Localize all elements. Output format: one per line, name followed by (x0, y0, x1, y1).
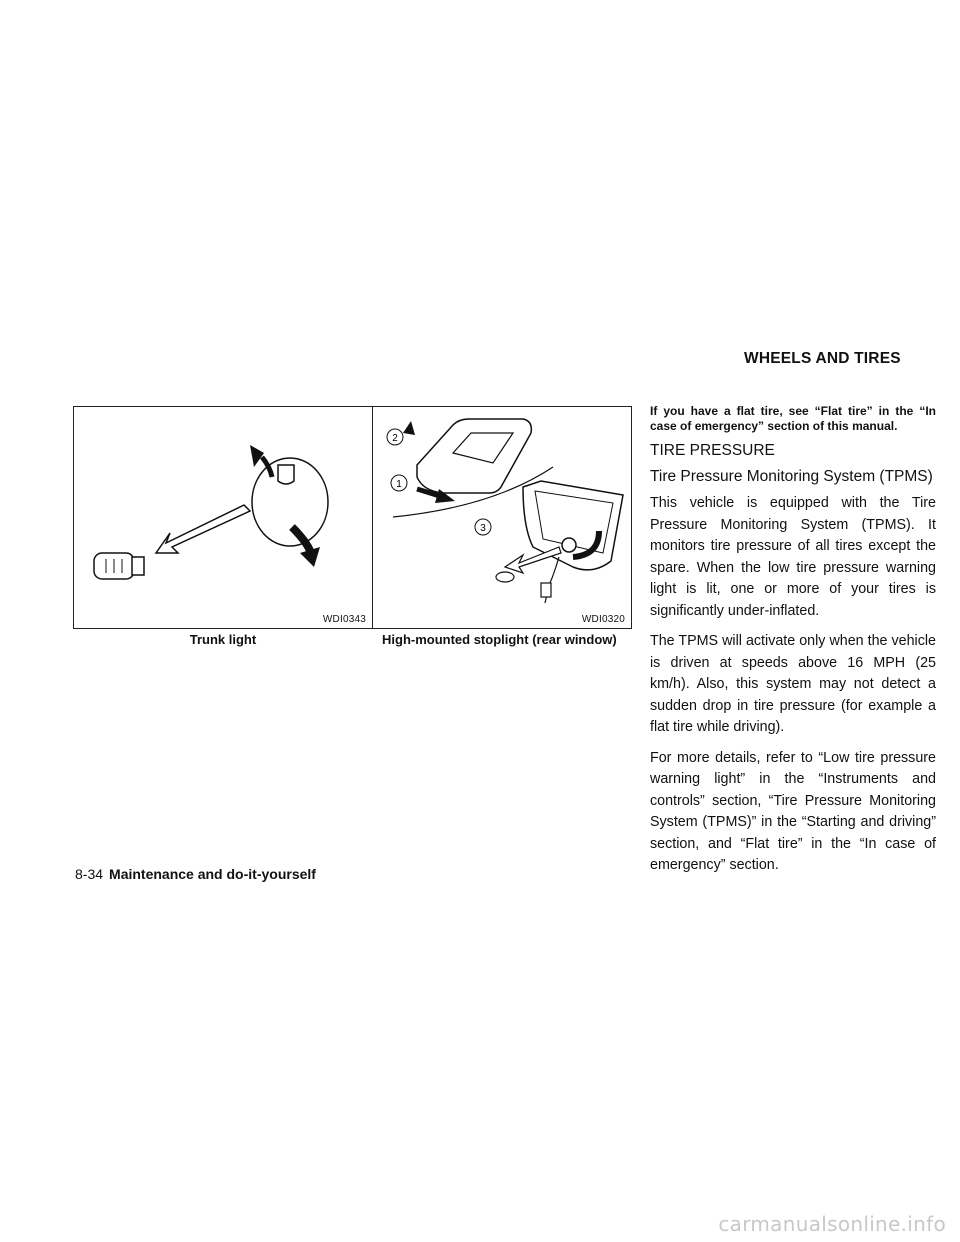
paragraph: The TPMS will activate only when the vehicle is driven at speeds above 16 MPH (25 km/h). Also, this system may not detect a sudden drop in tire pressure (for example a flat tire while driving). (650, 633, 936, 735)
flat-tire-note: If you have a flat tire, see “Flat tire” in the “In case of emergency” section of this manual. (650, 404, 936, 433)
subsection-title: Tire Pressure Monitoring System (TPMS) (650, 468, 933, 485)
page-number: 8-34 (75, 866, 104, 882)
rotate-arrow-up (250, 445, 264, 467)
figure-caption: Trunk light (189, 632, 257, 647)
figure-code: WDI0320 (581, 614, 625, 625)
figure-stoplight (372, 406, 632, 629)
section-heading: WHEELS AND TIRES (744, 350, 901, 367)
figure-trunk-light (73, 406, 373, 629)
figure-code: WDI0343 (322, 614, 366, 625)
callout-3: 3 (480, 523, 486, 534)
body-column (650, 404, 936, 886)
section-subtitle: TIRE PRESSURE (650, 442, 775, 459)
trunk-light-illustration (74, 407, 372, 628)
paragraph: This vehicle is equipped with the Tire Pressure Monitoring System (TPMS). It monitors tire pressure of all tires except the spare. When the low tire pressure warning light is lit, one or more of your tires is significantly under-inflated. (650, 495, 936, 619)
callout-1: 1 (396, 479, 402, 490)
page-footer (75, 866, 316, 882)
figure-caption: High-mounted stoplight (rear window) (382, 632, 617, 647)
arrow-2 (403, 421, 415, 435)
removal-arrow (156, 505, 250, 553)
lamp-clip (278, 465, 294, 484)
stoplight-illustration (373, 407, 631, 628)
chapter-title: Maintenance and do-it-yourself (109, 866, 316, 882)
callout-2: 2 (392, 433, 398, 444)
watermark: carmanualsonline.info (718, 1212, 946, 1236)
bulb-socket (496, 572, 514, 582)
arrow-3 (505, 547, 561, 573)
paragraph: For more details, refer to “Low tire pressure warning light” in the “Instruments and controls” section, “Tire Pressure Monitoring System (TPMS)” in the “Starting and driving” section, and “Flat tire” in the “In case of emergency” section. (650, 749, 936, 873)
